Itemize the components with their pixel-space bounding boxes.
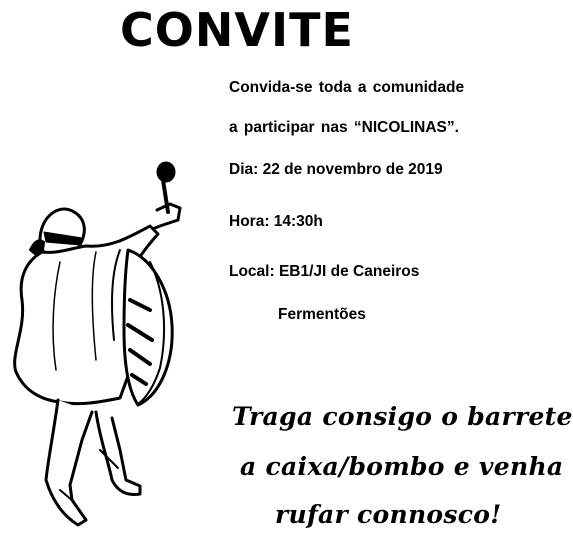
invitation-line-1: Convida-se toda a comunidade [229,79,465,96]
event-location: Local: EB1/JI de Caneiros [229,263,420,280]
event-time: Hora: 14:30h [229,213,323,230]
event-location-area: Fermentões [278,306,366,323]
leg-left [46,400,92,525]
closing-line-3: rufar connosco! [275,500,502,529]
event-date: Dia: 22 de novembro de 2019 [229,161,443,178]
drum-icon [124,250,172,405]
invitation-title: CONVITE [120,3,354,57]
drummer-illustration [0,150,230,540]
closing-line-2: a caixa/bombo e venha [240,452,564,481]
invitation-line-2: a participar nas “NICOLINAS”. [229,119,459,136]
closing-line-1: Traga consigo o barrete [232,402,573,431]
